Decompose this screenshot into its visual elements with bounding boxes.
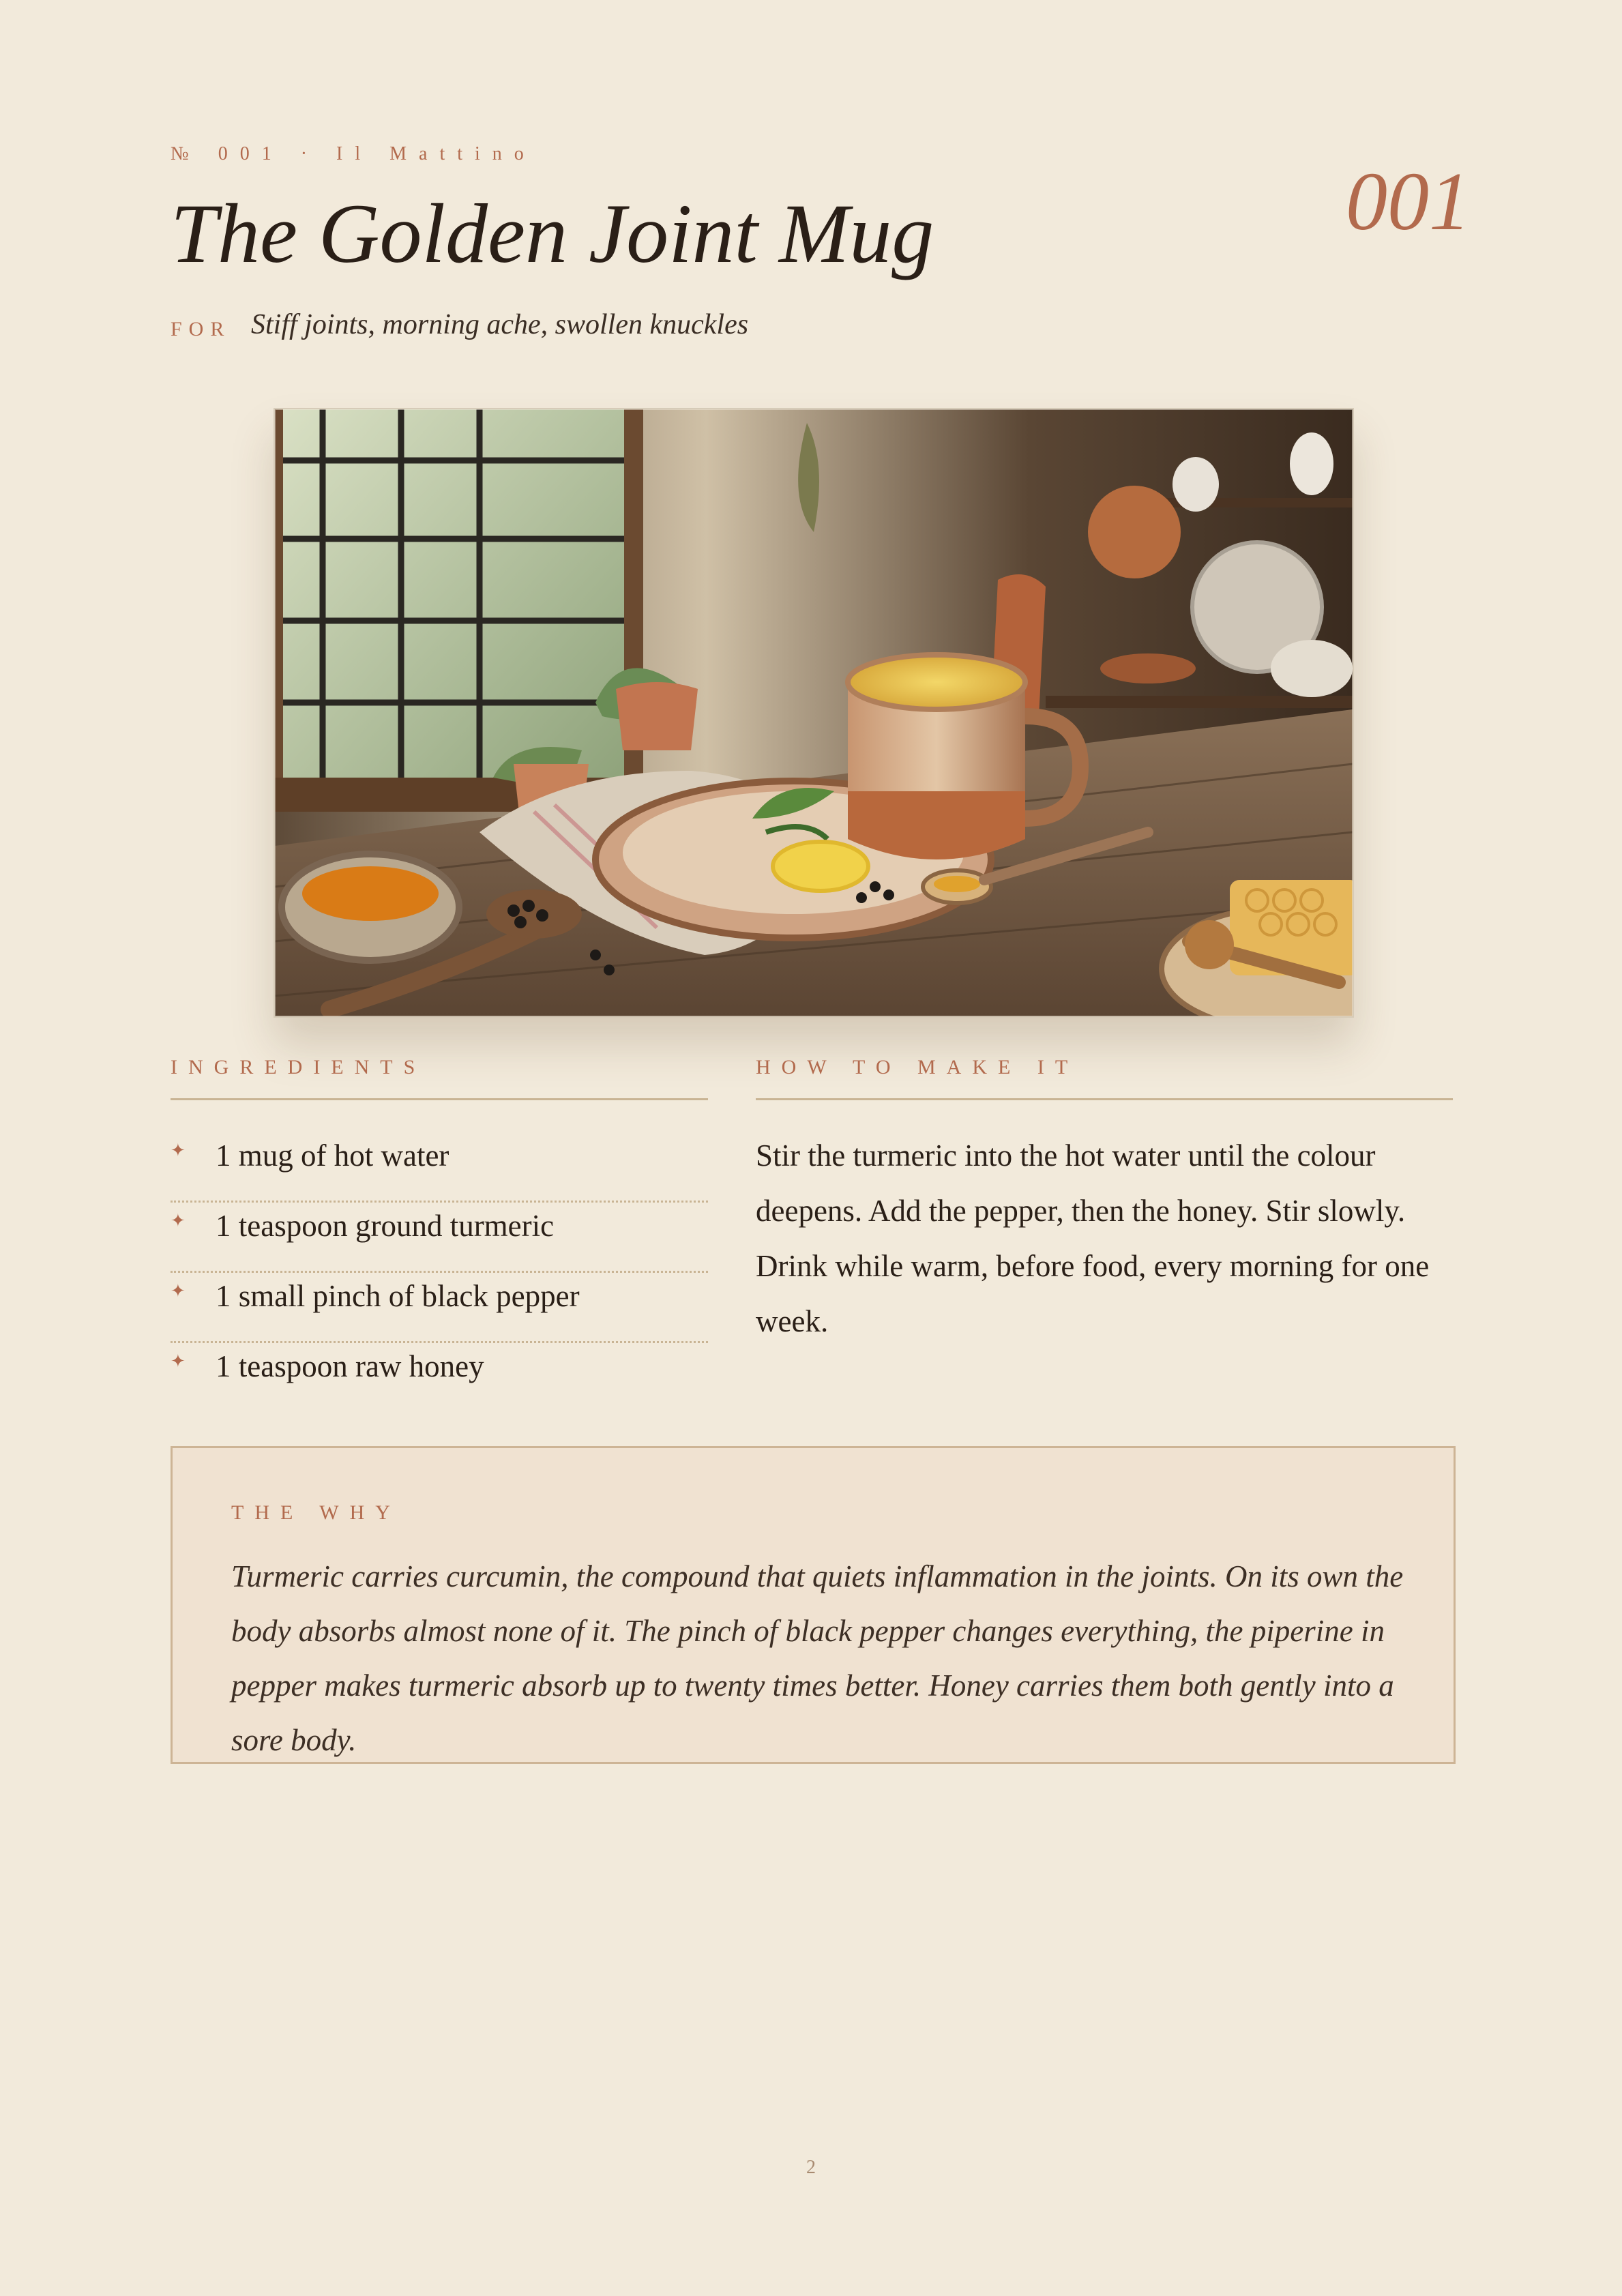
star-bullet-icon: ✦ [171,1351,186,1372]
ingredient-text: 1 teaspoon raw honey [216,1349,484,1383]
method-heading: HOW TO MAKE IT [756,1056,1079,1078]
page-number: 2 [806,2157,816,2178]
recipe-title: The Golden Joint Mug [171,187,934,280]
star-bullet-icon: ✦ [171,1140,186,1161]
ingredients-rule [171,1098,708,1100]
recipe-number: 001 [1346,156,1471,248]
for-label: FOR [171,318,231,340]
ingredient-item [171,1132,708,1203]
ingredient-text: 1 teaspoon ground turmeric [216,1209,555,1243]
star-bullet-icon: ✦ [171,1281,186,1301]
why-panel [171,1446,1456,1764]
ingredient-item [171,1343,708,1411]
why-text: Turmeric carries curcumin, the compound that quiets inflammation in the joints. On its own the body absorbs almost none of it. The pinch of black pepper changes everything, the piperine in pepper makes turmeric absorb up to twenty times better. Honey carries them both gently into a sore body. [231,1559,1404,1757]
ingredient-text: 1 mug of hot water [216,1138,449,1173]
recipe-photo-illustration [275,409,1353,1016]
ingredients-heading: INGREDIENTS [171,1056,426,1078]
issue-kicker: № 001 · Il Mattino [171,143,536,164]
ingredients-list [171,1132,708,1411]
ingredient-item [171,1203,708,1273]
ingredient-item [171,1273,708,1343]
method-rule [756,1098,1453,1100]
star-bullet-icon: ✦ [171,1211,186,1231]
ingredient-text: 1 small pinch of black pepper [216,1279,580,1313]
recipe-photo [274,408,1354,1018]
method-text: Stir the turmeric into the hot water until the colour deepens. Add the pepper, then the honey. Stir slowly. Drink while warm, before food, every morning for one week. [756,1138,1430,1338]
for-text: Stiff joints, morning ache, swollen knuckles [251,309,749,340]
why-heading: THE WHY [231,1501,401,1524]
